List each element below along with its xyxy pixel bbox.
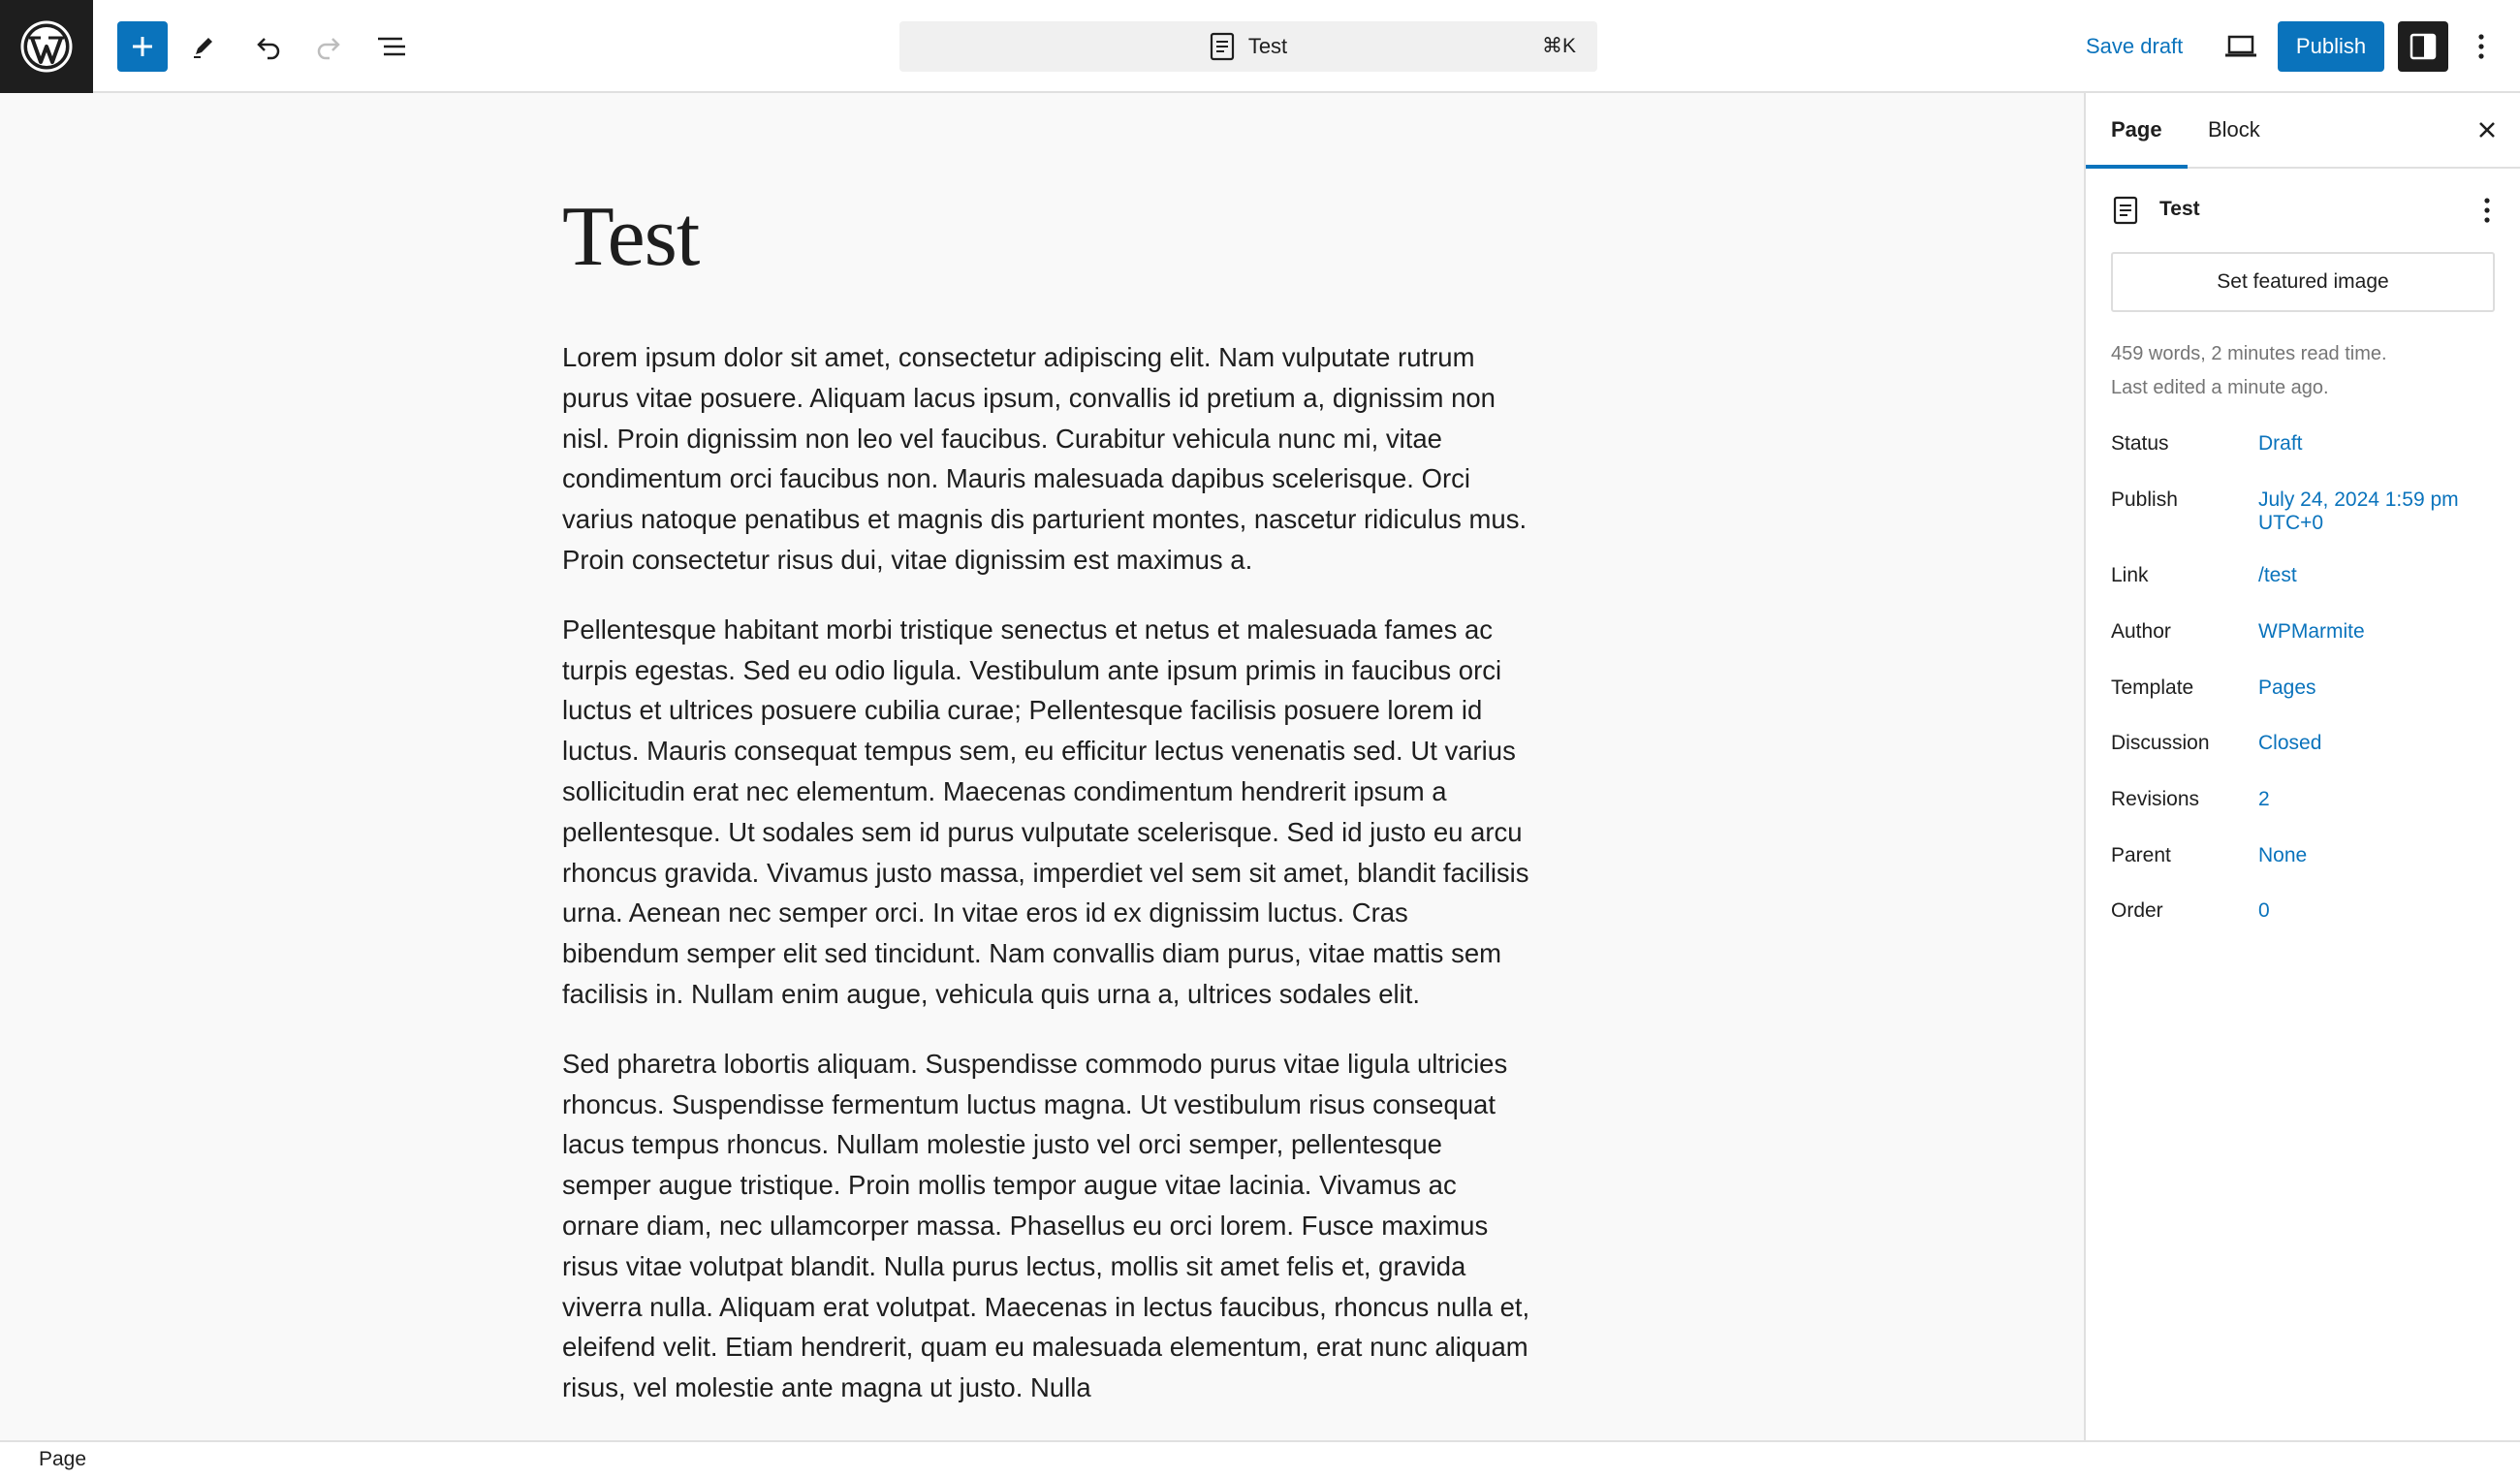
document-title [899,21,1597,72]
document-meta [2111,337,2387,405]
document-title-text: Test [1247,34,1288,58]
sidebar-toggle-icon [2409,32,2438,61]
order-value[interactable]: 0 [2258,899,2270,922]
paragraph-block[interactable]: Pellentesque habitant morbi tristique senectus et netus et malesuada fames ac turpis egestas. Sed eu odio ligula. Vestibulum ante ipsum primis in faucibus orci luctus et ultrices posuere cubilia curae; Pellentesque facilisis posuere lorem id luctus. Mauris consequat tempus sem, eu efficitur lectus venenatis sed. Ut varius sollicitudin erat nec elementum. Maecenas condimentum hendrerit ipsum a pellentesque. Ut sodales sem id purus vulputate scelerisque. Sed id justo eu arcu rhoncus gravida. Vivamus justo massa, imperdiet vel sem sit amet, blandit facilisis urna. Aenean nec semper orci. In vitae eros id ex dignissim luctus. Cras bibendum semper elit sed tincidunt. Nam convallis diam purus, vitae mattis sem facilisis in. Nullam enim augue, vehicula quis urna a, ultrices sodales elit. [562,614,1529,1009]
vertical-ellipsis-icon [2477,33,2485,60]
setting-label: Author [2111,620,2171,643]
publish-button[interactable]: Publish [2278,21,2384,72]
parent-value[interactable]: None [2258,844,2308,866]
template-value[interactable]: Pages [2258,677,2316,699]
document-name: Test [2159,198,2200,220]
close-icon [2476,119,2498,141]
set-featured-image-button[interactable]: Set featured image [2111,252,2495,312]
setting-label: Revisions [2111,788,2200,810]
setting-label: Template [2111,677,2194,699]
link-value[interactable]: /test [2258,564,2297,586]
redo-button[interactable] [304,21,355,72]
vertical-ellipsis-icon [2483,197,2491,224]
list-view-button[interactable] [366,21,417,72]
discussion-value[interactable]: Closed [2258,732,2322,754]
setting-label: Discussion [2111,732,2210,754]
document-actions-button[interactable] [2477,196,2497,225]
add-block-button[interactable] [117,21,168,72]
editor-canvas [0,93,2084,1440]
block-breadcrumb-bar [0,1440,2520,1479]
laptop-icon [2224,34,2257,59]
command-shortcut: ⌘K [1541,35,1576,57]
paragraph-block[interactable]: Sed pharetra lobortis aliquam. Suspendisse commodo purus vitae ligula ultricies rhoncus. Suspendisse fermentum luctus magna. Ut vestibulum risus consequat lacus tempus rhoncus. Nullam molestie justo vel orci semper, pellentesque semper augue tristique. Proin mollis tempor augue vitae lacinia. Vivamus ac ornare diam, nec ullamcorper massa. Phasellus eu orci lorem. Fusce maximus risus vitae volutpat blandit. Nulla purus lectus, mollis sit amet felis et, gravida viverra nulla. Aliquam erat volutpat. Maecenas in lectus faucibus, rhoncus nulla et, eleifend velit. Etiam hendrerit, quam eu malesuada elementum, erat nunc aliquam risus, vel molestie ante magna ut justo. Nulla [562,1048,1530,1403]
page-icon [1210,32,1235,61]
page-icon [2113,196,2138,225]
settings-sidebar [2084,93,2520,1440]
setting-label: Link [2111,564,2149,586]
revisions-value[interactable]: 2 [2258,788,2270,810]
undo-button[interactable] [242,21,293,72]
preview-button[interactable] [2216,21,2266,72]
close-sidebar-button[interactable] [2468,110,2506,149]
plus-icon [129,33,156,60]
pencil-icon [189,32,218,61]
list-view-icon [375,32,408,61]
publish-date-value[interactable]: July 24, 2024 1:59 pm UTC+0 [2258,488,2459,534]
word-count: 459 words, 2 minutes read time. [2111,343,2387,364]
sidebar-tabs [2086,93,2520,169]
tools-button[interactable] [178,21,229,72]
setting-label: Order [2111,899,2163,922]
post-title[interactable]: Test [562,190,700,284]
tab-block[interactable]: Block [2208,117,2260,142]
settings-toggle-button[interactable] [2398,21,2448,72]
setting-label: Status [2111,432,2169,455]
status-value[interactable]: Draft [2258,432,2303,455]
undo-icon [252,31,283,62]
setting-label: Publish [2111,488,2178,511]
paragraph-block[interactable]: Lorem ipsum dolor sit amet, consectetur adipiscing elit. Nam vulputate rutrum purus vitae posuere. Aliquam lacus ipsum, convallis id pretium a, dignissim non nisl. Proin dignissim non leo vel faucibus. Curabitur vehicula nunc mi, vitae condimentum orci faucibus non. Mauris malesuada dapibus scelerisque. Orci varius natoque penatibus et magnis dis parturient montes, nascetur ridiculus mus. Proin consectetur risus dui, vitae dignissim est maximus a. [562,342,1528,575]
author-value[interactable]: WPMarmite [2258,620,2365,643]
post-content [562,337,1531,1437]
options-button[interactable] [2458,21,2504,72]
document-bar[interactable] [899,21,1597,72]
last-edited: Last edited a minute ago. [2111,377,2329,398]
tab-page[interactable]: Page [2111,93,2162,167]
redo-icon [314,31,345,62]
setting-label: Parent [2111,844,2171,866]
wordpress-logo-icon[interactable] [0,0,93,93]
document-summary [2111,190,2499,233]
top-toolbar [0,0,2520,93]
breadcrumb-page[interactable]: Page [39,1448,87,1470]
save-draft-button[interactable]: Save draft [2086,34,2184,58]
